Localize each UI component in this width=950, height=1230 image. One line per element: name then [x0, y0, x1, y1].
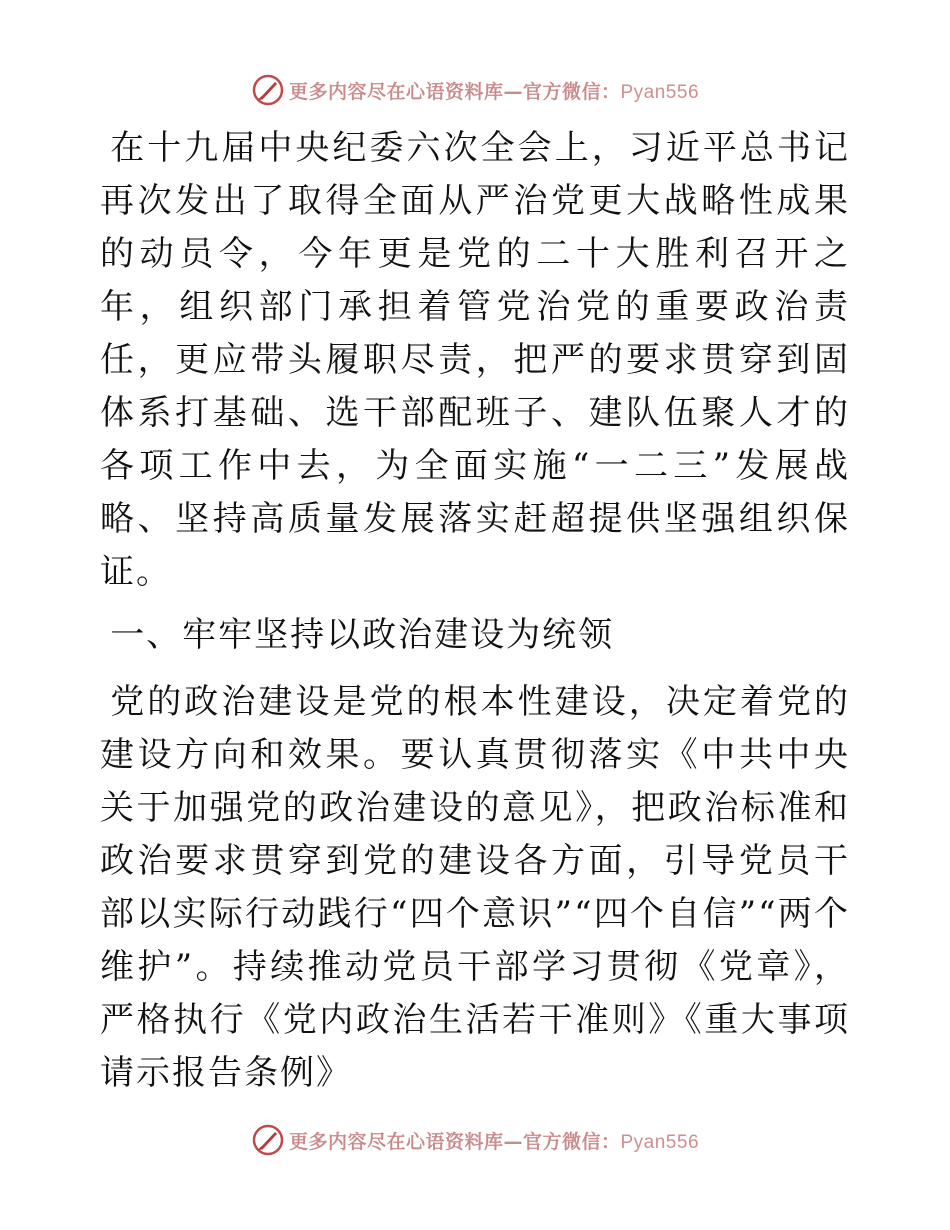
quill-pen-circle-icon: [251, 73, 285, 107]
watermark-label: 更多内容尽在心语资料库—官方微信：: [288, 1130, 621, 1153]
watermark-wechat-id: Pyan556: [620, 81, 700, 103]
document-body: [100, 122, 850, 1100]
paragraph-1: 在十九届中央纪委六次全会上，习近平总书记再次发出了取得全面从严治党更大战略性成果的动员令，今年更是党的二十大胜利召开之年，组织部门承担着管党治党的重要政治责任，更应带头履职尽责，把严的要求贯穿到固体系打基础、选干部配班子、建队伍聚人才的各项工作中去，为全面实施“一二三”发展战略、坚持高质量发展落实赶超提供坚强组织保证。: [100, 128, 850, 592]
watermark-text: [289, 77, 699, 104]
watermark-text: [289, 1127, 699, 1154]
paragraph-2: 党的政治建设是党的根本性建设，决定着党的建设方向和效果。要认真贯彻落实《中共中央关于加强党的政治建设的意见》，把政治标准和政治要求贯穿到党的建设各方面，引导党员干部以实际行动践行“四个意识”“四个自信”“两个维护”。持续推动党员干部学习贯彻《党章》，严格执行《党内政治生活若干准则》《重大事项请示报告条例》: [100, 682, 850, 1093]
section-heading-1: 一、牢牢坚持以政治建设为统领: [110, 615, 615, 655]
watermark-banner-top: [0, 70, 950, 110]
quill-pen-circle-icon: [251, 1123, 285, 1157]
watermark-wechat-id: Pyan556: [620, 1131, 700, 1153]
watermark-banner-bottom: [0, 1120, 950, 1160]
watermark-label: 更多内容尽在心语资料库—官方微信：: [288, 80, 621, 103]
